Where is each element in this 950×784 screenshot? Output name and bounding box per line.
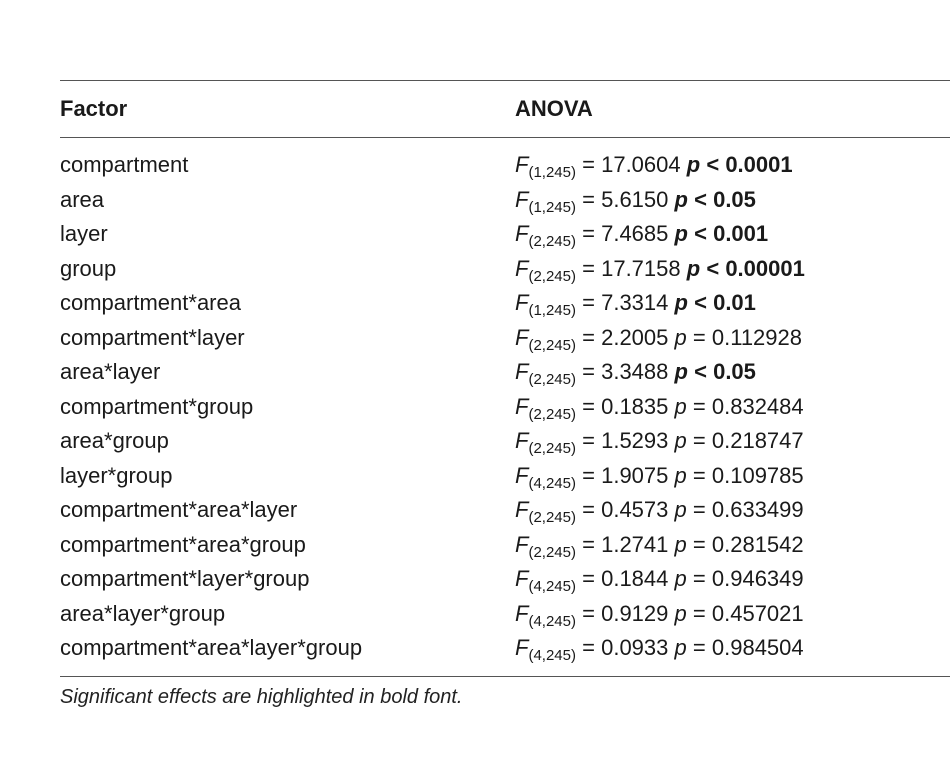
table-row	[60, 424, 950, 459]
p-relation: =	[692, 566, 706, 592]
anova-table	[60, 80, 950, 677]
f-value: 0.1844	[601, 566, 669, 592]
p-symbol: p	[674, 566, 687, 592]
factor-cell: compartment*group	[60, 393, 254, 419]
f-symbol: F	[515, 393, 529, 419]
f-equals: =	[582, 152, 595, 178]
degrees-of-freedom: (4,245)	[528, 578, 576, 596]
table-row	[60, 321, 950, 356]
f-equals: =	[582, 221, 595, 247]
f-value: 17.7158	[601, 255, 681, 281]
table-row	[60, 493, 950, 528]
p-relation: =	[692, 428, 706, 454]
p-relation: =	[692, 393, 706, 419]
factor-cell: group	[60, 255, 117, 281]
p-symbol: p	[674, 393, 687, 419]
header-factor: Factor	[60, 96, 128, 121]
p-relation: =	[692, 635, 706, 661]
degrees-of-freedom: (2,245)	[528, 267, 576, 285]
p-value: 0.109785	[711, 462, 804, 488]
f-equals: =	[582, 186, 595, 212]
p-value: 0.457021	[711, 600, 804, 626]
factor-cell: layer*group	[60, 462, 173, 488]
f-symbol: F	[515, 290, 529, 316]
factor-cell: compartment*area	[60, 290, 241, 316]
factor-cell: layer	[60, 221, 108, 247]
f-symbol: F	[515, 428, 529, 454]
p-value: 0.05	[713, 186, 756, 212]
table-row	[60, 390, 950, 425]
factor-cell: compartment	[60, 152, 189, 178]
f-value: 17.0604	[601, 152, 681, 178]
p-relation: <	[694, 186, 707, 212]
anova-cell	[515, 255, 950, 285]
p-value: 0.00001	[725, 255, 805, 281]
p-symbol: p	[686, 255, 701, 281]
f-equals: =	[582, 566, 595, 592]
bottom-rule	[60, 676, 950, 677]
factor-cell: compartment*layer*group	[60, 566, 310, 592]
p-symbol: p	[674, 635, 687, 661]
f-symbol: F	[515, 462, 529, 488]
p-value: 0.218747	[711, 428, 804, 454]
table-row	[60, 355, 950, 390]
f-equals: =	[582, 497, 595, 523]
p-relation: <	[694, 221, 707, 247]
table-row	[60, 597, 950, 632]
f-symbol: F	[515, 255, 529, 281]
p-value: 0.832484	[711, 393, 804, 419]
f-symbol: F	[515, 497, 529, 523]
table-body	[60, 138, 950, 676]
f-symbol: F	[515, 221, 529, 247]
p-relation: =	[692, 600, 706, 626]
p-value: 0.633499	[711, 497, 804, 523]
degrees-of-freedom: (4,245)	[528, 647, 576, 665]
p-value: 0.01	[713, 290, 756, 316]
f-symbol: F	[515, 152, 529, 178]
f-value: 1.5293	[601, 428, 669, 454]
anova-cell	[515, 290, 950, 320]
p-relation: =	[692, 531, 706, 557]
p-value: 0.984504	[711, 635, 804, 661]
f-value: 0.4573	[601, 497, 669, 523]
table-row	[60, 286, 950, 321]
p-symbol: p	[674, 600, 687, 626]
factor-cell: area*layer*group	[60, 600, 226, 626]
anova-cell	[515, 635, 950, 665]
f-value: 0.1835	[601, 393, 669, 419]
p-symbol: p	[674, 324, 687, 350]
degrees-of-freedom: (2,245)	[528, 233, 576, 251]
f-equals: =	[582, 255, 595, 281]
f-equals: =	[582, 324, 595, 350]
f-equals: =	[582, 428, 595, 454]
degrees-of-freedom: (1,245)	[528, 302, 576, 320]
f-symbol: F	[515, 566, 529, 592]
degrees-of-freedom: (2,245)	[528, 543, 576, 561]
p-relation: <	[694, 359, 707, 385]
table-row	[60, 528, 950, 563]
p-relation: <	[706, 255, 720, 281]
f-equals: =	[582, 462, 595, 488]
p-relation: =	[692, 324, 706, 350]
f-value: 5.6150	[601, 186, 669, 212]
f-value: 1.2741	[601, 531, 669, 557]
anova-cell	[515, 393, 950, 423]
f-value: 0.0933	[601, 635, 669, 661]
degrees-of-freedom: (1,245)	[528, 164, 576, 182]
p-value: 0.281542	[711, 531, 804, 557]
factor-cell: area*group	[60, 428, 169, 454]
table-row	[60, 459, 950, 494]
factor-cell: compartment*area*layer	[60, 497, 298, 523]
f-symbol: F	[515, 324, 529, 350]
p-relation: <	[694, 290, 707, 316]
p-value: 0.946349	[711, 566, 804, 592]
anova-cell	[515, 324, 950, 354]
anova-cell	[515, 497, 950, 527]
anova-cell	[515, 428, 950, 458]
p-relation: =	[692, 462, 706, 488]
p-relation: <	[706, 152, 720, 178]
degrees-of-freedom: (2,245)	[528, 371, 576, 389]
p-value: 0.0001	[725, 152, 793, 178]
anova-cell	[515, 221, 950, 251]
p-symbol: p	[674, 531, 687, 557]
table-header-row	[60, 81, 950, 137]
anova-cell	[515, 359, 950, 389]
p-symbol: p	[674, 359, 688, 385]
p-symbol: p	[686, 152, 701, 178]
p-symbol: p	[674, 186, 688, 212]
f-equals: =	[582, 635, 595, 661]
degrees-of-freedom: (1,245)	[528, 198, 576, 216]
table-footnote: Significant effects are highlighted in bold font.	[60, 686, 463, 708]
table-row	[60, 562, 950, 597]
factor-cell: compartment*area*group	[60, 531, 306, 557]
f-equals: =	[582, 600, 595, 626]
degrees-of-freedom: (4,245)	[528, 474, 576, 492]
anova-cell	[515, 152, 950, 182]
header-anova: ANOVA	[515, 96, 593, 121]
f-value: 3.3488	[601, 359, 669, 385]
f-symbol: F	[515, 359, 529, 385]
f-value: 2.2005	[601, 324, 669, 350]
p-symbol: p	[674, 497, 687, 523]
f-symbol: F	[515, 635, 529, 661]
f-value: 7.3314	[601, 290, 669, 316]
p-value: 0.112928	[711, 324, 803, 350]
f-value: 0.9129	[601, 600, 669, 626]
anova-cell	[515, 566, 950, 596]
degrees-of-freedom: (2,245)	[528, 509, 576, 527]
anova-cell	[515, 531, 950, 561]
f-value: 1.9075	[601, 462, 669, 488]
f-equals: =	[582, 359, 595, 385]
f-symbol: F	[515, 600, 529, 626]
f-symbol: F	[515, 186, 529, 212]
degrees-of-freedom: (4,245)	[528, 612, 576, 630]
f-symbol: F	[515, 531, 529, 557]
p-value: 0.001	[713, 221, 769, 247]
degrees-of-freedom: (2,245)	[528, 440, 576, 458]
table-row	[60, 148, 950, 183]
f-equals: =	[582, 393, 595, 419]
f-equals: =	[582, 531, 595, 557]
f-equals: =	[582, 290, 595, 316]
p-symbol: p	[674, 462, 687, 488]
factor-cell: area	[60, 186, 105, 212]
p-value: 0.05	[713, 359, 756, 385]
factor-cell: compartment*area*layer*group	[60, 635, 363, 661]
f-value: 7.4685	[601, 221, 669, 247]
factor-cell: compartment*layer	[60, 324, 245, 350]
table-row	[60, 252, 950, 287]
degrees-of-freedom: (2,245)	[528, 336, 576, 354]
anova-cell	[515, 600, 950, 630]
table-row	[60, 217, 950, 252]
anova-cell	[515, 462, 950, 492]
p-symbol: p	[674, 290, 688, 316]
table-row	[60, 631, 950, 666]
p-relation: =	[692, 497, 706, 523]
table-row	[60, 183, 950, 218]
p-symbol: p	[674, 428, 687, 454]
p-symbol: p	[674, 221, 688, 247]
degrees-of-freedom: (2,245)	[528, 405, 576, 423]
anova-cell	[515, 186, 950, 216]
factor-cell: area*layer	[60, 359, 161, 385]
